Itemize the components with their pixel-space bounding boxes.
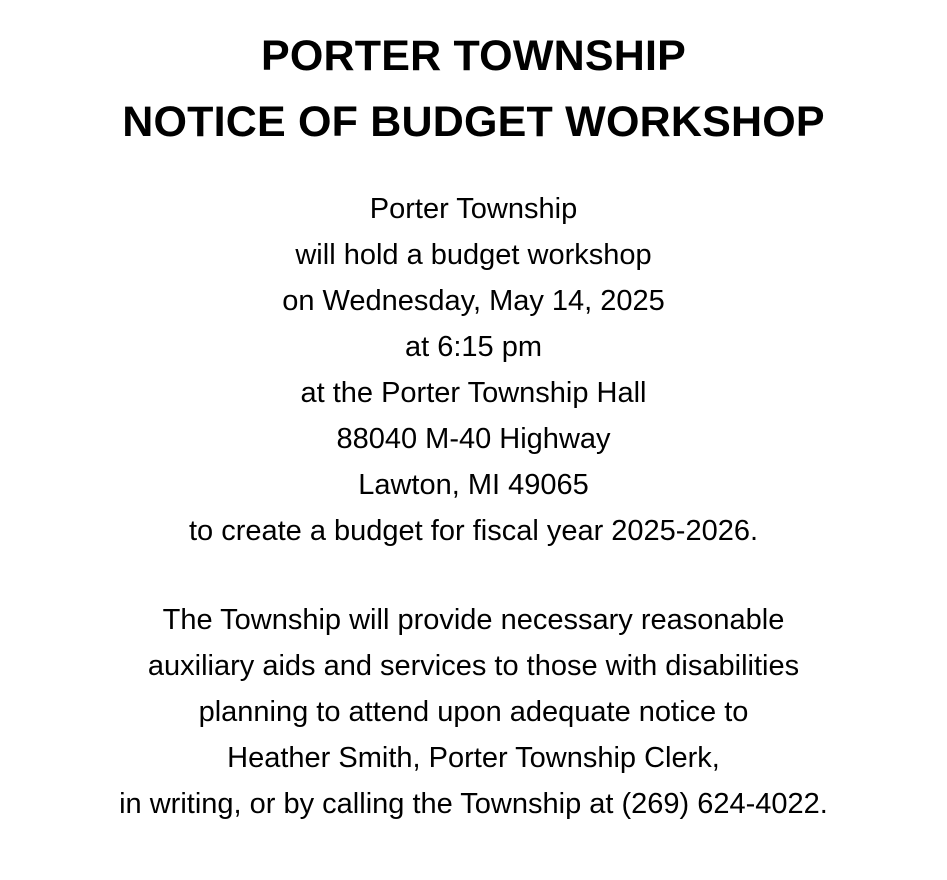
- notice-title-township: PORTER TOWNSHIP: [260, 32, 687, 80]
- accessibility-line-contact: in writing, or by calling the Township at (269) 624-4022.: [119, 788, 828, 820]
- accessibility-line: planning to attend upon adequate notice to: [198, 696, 749, 728]
- announcement-block: [0, 186, 947, 554]
- accessibility-block: [0, 597, 947, 827]
- announcement-line-purpose: to create a budget for fiscal year 2025-2026.: [188, 515, 759, 547]
- announcement-line-venue: at the Porter Township Hall: [300, 377, 647, 409]
- notice-title-workshop: NOTICE OF BUDGET WORKSHOP: [122, 98, 825, 146]
- accessibility-line: The Township will provide necessary reasonable: [162, 604, 785, 636]
- announcement-line-time: at 6:15 pm: [404, 331, 543, 363]
- announcement-line-street: 88040 M-40 Highway: [336, 423, 611, 455]
- announcement-line-organization: Porter Township: [369, 193, 578, 225]
- announcement-line-date: on Wednesday, May 14, 2025: [282, 285, 665, 317]
- announcement-line-event: will hold a budget workshop: [295, 239, 652, 271]
- accessibility-line: auxiliary aids and services to those with disabilities: [147, 650, 800, 682]
- accessibility-line-clerk: Heather Smith, Porter Township Clerk,: [227, 742, 720, 774]
- announcement-line-city: Lawton, MI 49065: [358, 469, 589, 501]
